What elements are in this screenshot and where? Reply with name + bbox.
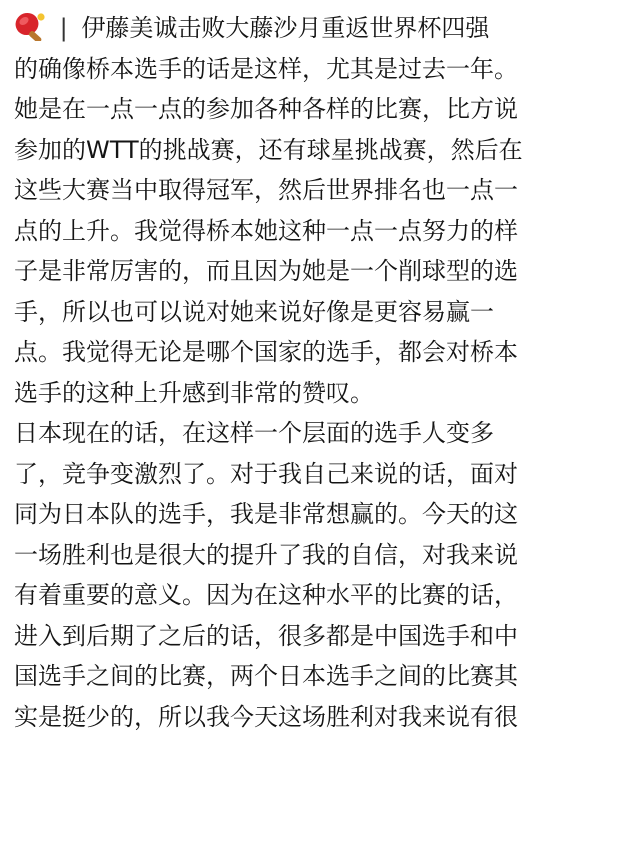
body-line: 子是非常厉害的，而且因为她是一个削球型的选 xyxy=(14,257,518,285)
body-line: 进入到后期了之后的话，很多都是中国选手和中 xyxy=(14,621,518,650)
body-line: 点。我觉得无论是哪个国家的选手，都会对桥本 xyxy=(14,338,518,366)
headline-separator: | xyxy=(59,14,68,42)
headline-text: 伊藤美诚击败大藤沙月重返世界杯四强 xyxy=(81,14,490,42)
body-line: 实是挺少的，所以我今天这场胜利对我来说有很 xyxy=(14,702,518,731)
body-line: 的确像桥本选手的话是这样，尤其是过去一年。 xyxy=(14,54,518,83)
article-body xyxy=(14,49,636,738)
body-line: 国选手之间的比赛，两个日本选手之间的比赛其 xyxy=(14,662,518,690)
body-line: 选手的这种上升感到非常的赞叹。 xyxy=(14,378,374,407)
body-line: 她是在一点一点的参加各种各样的比赛，比方说 xyxy=(14,95,518,123)
ping-pong-paddle-icon xyxy=(14,11,48,41)
body-line: 手，所以也可以说对她来说好像是更容易赢一 xyxy=(14,297,494,326)
headline xyxy=(14,8,636,49)
body-line: 了，竞争变激烈了。对于我自己来说的话，面对 xyxy=(14,459,518,488)
body-line: 有着重要的意义。因为在这种水平的比赛的话， xyxy=(14,581,518,609)
body-line: 这些大赛当中取得冠军，然后世界排名也一点一 xyxy=(14,176,518,204)
article xyxy=(14,8,636,737)
body-line: 点的上升。我觉得桥本她这种一点一点努力的样 xyxy=(14,216,518,245)
body-line: 日本现在的话，在这样一个层面的选手人变多 xyxy=(14,419,494,447)
body-line: 同为日本队的选手，我是非常想赢的。今天的这 xyxy=(14,500,518,528)
body-line: 一场胜利也是很大的提升了我的自信，对我来说 xyxy=(14,540,518,569)
body-line: 参加的WTT的挑战赛，还有球星挑战赛，然后在 xyxy=(14,135,523,164)
